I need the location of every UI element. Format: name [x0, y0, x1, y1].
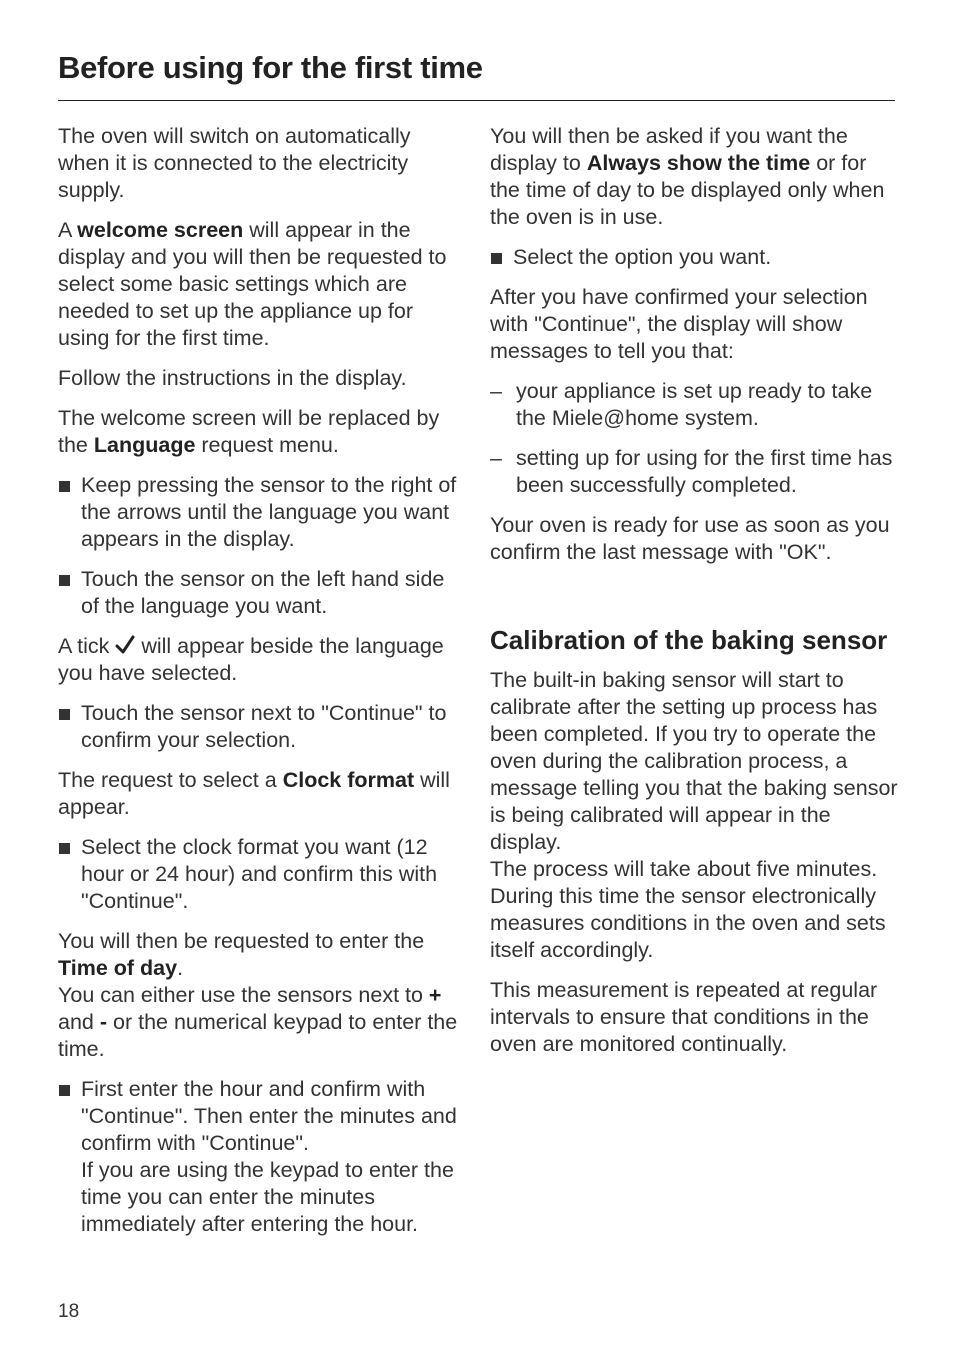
bullet-item-touch-left-sensor: Touch the sensor on the left hand side of the language you want.	[58, 566, 466, 620]
measurement-paragraph: This measurement is repeated at regular intervals to ensure that conditions in the oven are monitored continually.	[490, 978, 878, 1056]
dash-item-miele-home: – your appliance is set up ready to take the Miele@home system.	[490, 379, 873, 430]
plus-symbol: +	[428, 983, 442, 1007]
checkmark-icon	[115, 635, 135, 655]
follow-instructions-paragraph: Follow the instructions in the display.	[58, 366, 407, 390]
bullet-item-keep-pressing: Keep pressing the sensor to the right of the arrows until the language you want appears in the display.	[58, 472, 466, 553]
language-term: Language	[93, 433, 196, 457]
square-bullet-icon	[491, 253, 502, 264]
confirmation-paragraph: After you have confirmed your selection with "Continue", the display will show messages to tell you that:	[490, 285, 868, 363]
left-column	[58, 123, 466, 1251]
ready-paragraph: Your oven is ready for use as soon as you confirm the last message with "OK".	[490, 513, 890, 564]
page-title: Before using for the first time	[58, 50, 483, 85]
display-time-paragraph: You will then be asked if you want the display to Always show the time or for the time of day to be displayed only when the oven is in use.	[490, 124, 885, 229]
always-show-time-term: Always show the time	[586, 151, 811, 175]
welcome-screen-term: welcome screen	[77, 218, 244, 242]
minus-symbol: -	[99, 1010, 108, 1034]
time-of-day-term: Time of day	[58, 956, 178, 980]
intro-paragraph: The oven will switch on automatically when it is connected to the electricity supply.	[58, 124, 411, 202]
bullet-item-enter-hour: First enter the hour and confirm with "Continue". Then enter the minutes and confirm with "Continue". If you are using the keypad to enter the time you can enter the minutes immediately after entering the hour.	[58, 1076, 466, 1238]
language-menu-paragraph: The welcome screen will be replaced by the Language request menu.	[58, 406, 440, 457]
dash-marker: –	[490, 379, 502, 403]
time-of-day-paragraph: You will then be requested to enter the Time of day. You can either use the sensors next to + and - or the numerical keypad to enter the time.	[58, 929, 458, 1061]
right-column	[490, 123, 898, 1071]
square-bullet-icon	[59, 709, 70, 720]
clock-format-paragraph: The request to select a Clock format will appear.	[58, 768, 450, 819]
dash-marker: –	[490, 446, 502, 470]
bullet-item-select-option: Select the option you want.	[490, 244, 898, 271]
bullet-item-clock-format: Select the clock format you want (12 hour or 24 hour) and confirm this with "Continue".	[58, 834, 466, 915]
bullet-item-continue: Touch the sensor next to "Continue" to confirm your selection.	[58, 700, 466, 754]
square-bullet-icon	[59, 1085, 70, 1096]
welcome-screen-paragraph: A welcome screen will appear in the display and you will then be requested to select some basic settings which are needed to set up the appliance up for using for the first time.	[58, 218, 447, 350]
tick-paragraph: A tick will appear beside the language you have selected.	[58, 634, 444, 685]
square-bullet-icon	[59, 481, 70, 492]
title-divider	[58, 100, 895, 101]
dash-item-setup-complete: – setting up for using for the first time has been successfully completed.	[490, 446, 893, 497]
clock-format-term: Clock format	[282, 768, 415, 792]
calibration-paragraph: The built-in baking sensor will start to calibrate after the setting up process has been completed. If you try to operate the oven during the calibration process, a message telling you that the baking sensor is being calibrated will appear in the display. The process will take about five minutes. During this time the sensor electronically measures conditions in the oven and sets itself accordingly.	[490, 668, 898, 962]
square-bullet-icon	[59, 575, 70, 586]
square-bullet-icon	[59, 843, 70, 854]
page-number: 18	[58, 1301, 80, 1322]
section-heading-calibration: Calibration of the baking sensor	[490, 625, 888, 655]
